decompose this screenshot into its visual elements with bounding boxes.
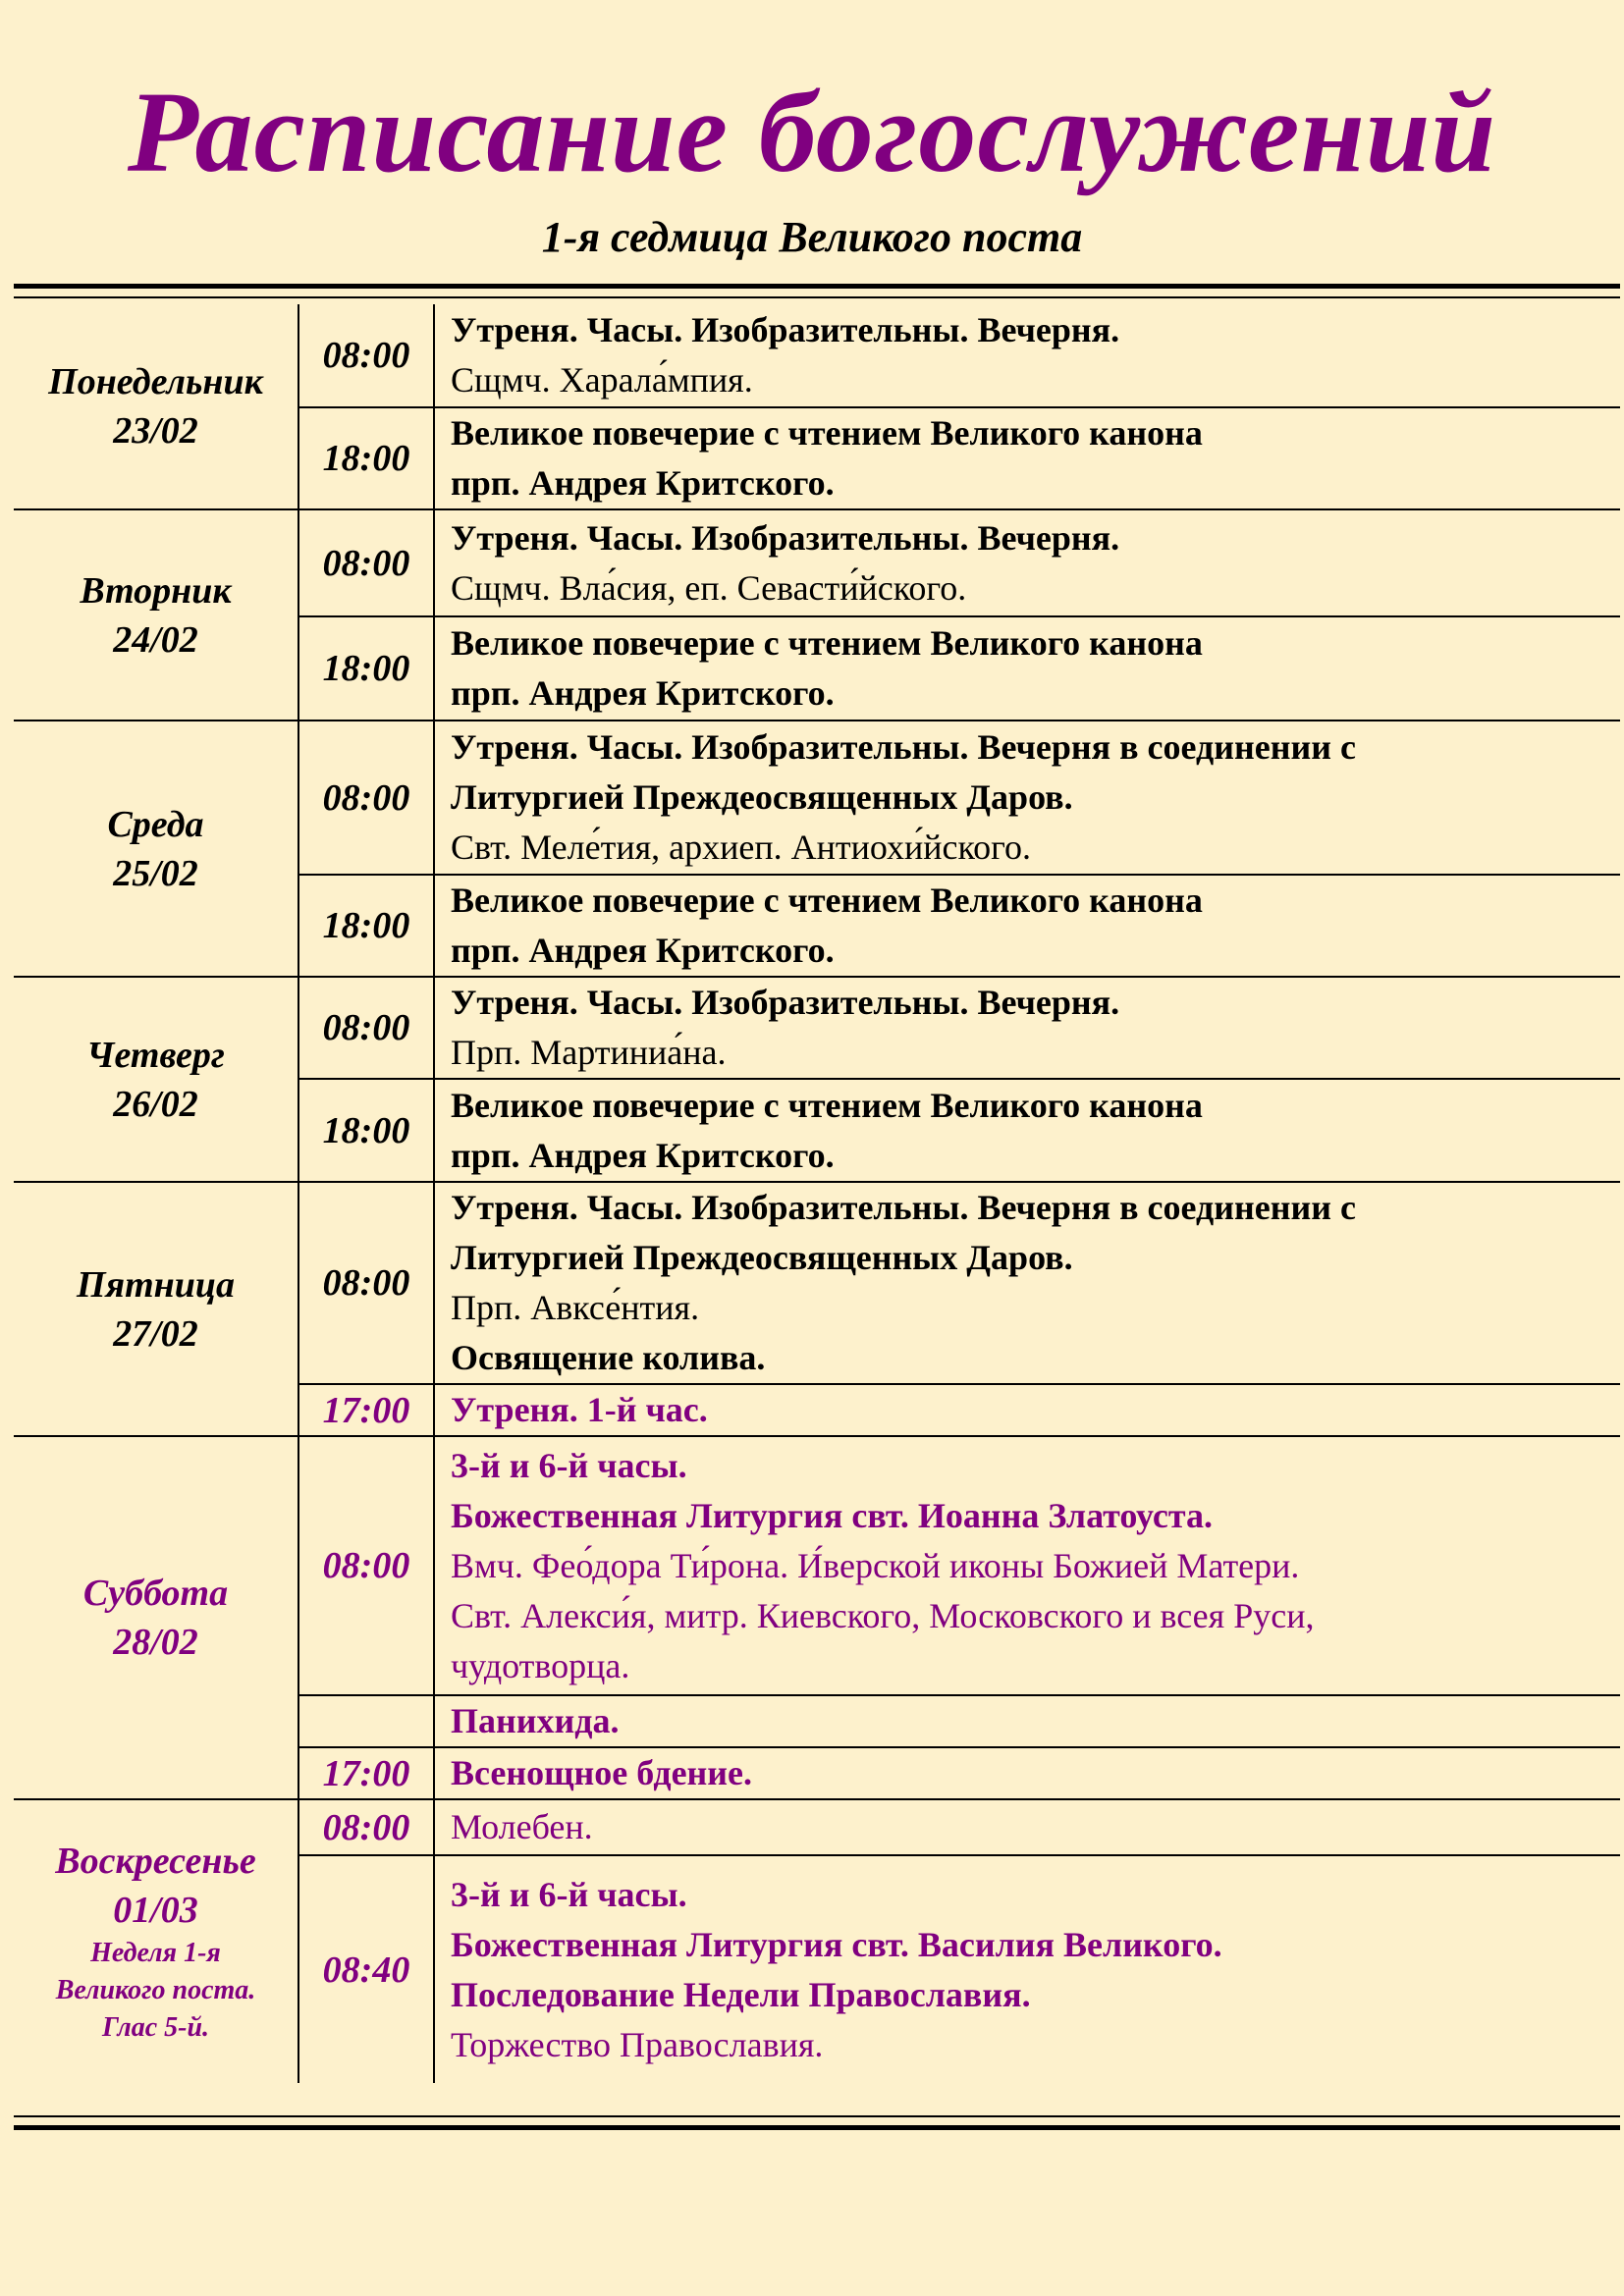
schedule-row	[14, 977, 1620, 1079]
commemoration-line: Вмч. Фео́дора Ти́рона. И́верской иконы Божией Матери.	[451, 1545, 1300, 1585]
service-time-value: 17:00	[322, 1389, 410, 1431]
service-title-line: Утреня. Часы. Изобразительны. Вечерня в соединении с	[451, 1188, 1356, 1227]
service-time-value: 17:00	[322, 1752, 410, 1794]
schedule-row	[14, 509, 1620, 616]
service-time	[298, 407, 434, 509]
commemoration-line: Свт. Алекси́я, митр. Киевского, Московского и всея Руси,	[451, 1595, 1315, 1635]
service-time	[298, 1855, 434, 2083]
commemoration-line: Сщмч. Вла́сия, еп. Севасти́йского.	[451, 567, 967, 608]
service-description	[434, 721, 1620, 875]
service-title-line: Утреня. Часы. Изобразительны. Вечерня в соединении с	[451, 727, 1356, 767]
service-time	[298, 1384, 434, 1436]
service-title-line: Освящение колива.	[451, 1338, 766, 1377]
day-name: Пятница	[76, 1263, 236, 1306]
page-subtitle: 1-я седмица Великого поста	[541, 213, 1083, 261]
schedule-row	[14, 1182, 1620, 1384]
service-title-line: Великое повечерие с чтением Великого канона	[451, 623, 1203, 663]
day-cell	[14, 1182, 298, 1436]
service-title-line: Великое повечерие с чтением Великого канона	[451, 881, 1203, 920]
service-title-line: Утреня. Часы. Изобразительны. Вечерня.	[451, 310, 1120, 349]
top-rule-thin	[14, 296, 1620, 298]
schedule-row	[14, 1436, 1620, 1695]
service-time-value: 08:00	[322, 542, 410, 584]
service-description	[434, 1799, 1620, 1855]
day-date: 28/02	[113, 1622, 198, 1663]
day-cell	[14, 721, 298, 977]
bottom-rule-thick	[14, 2125, 1620, 2130]
service-time	[298, 1436, 434, 1695]
bottom-rule-thin	[14, 2115, 1620, 2117]
service-description	[434, 1695, 1620, 1747]
service-title-line: прп. Андрея Критского.	[451, 931, 835, 970]
day-name: Понедельник	[48, 361, 263, 402]
day-name: Суббота	[82, 1573, 229, 1614]
service-description	[434, 1182, 1620, 1384]
schedule-row	[14, 721, 1620, 875]
service-description	[434, 875, 1620, 977]
day-date: 24/02	[113, 618, 198, 661]
service-time	[298, 304, 434, 407]
service-title-line: Утреня. Часы. Изобразительны. Вечерня.	[451, 517, 1120, 558]
service-title-line: 3-й и 6-й часы.	[451, 1874, 687, 1914]
service-title-line: Великое повечерие с чтением Великого канона	[451, 413, 1203, 453]
service-description	[434, 1855, 1620, 2083]
day-date: 23/02	[113, 410, 198, 452]
commemoration-line: Сщмч. Харала́мпия.	[451, 360, 753, 400]
service-time-value: 08:00	[322, 776, 410, 819]
service-title-line: Литургией Преждеосвященных Даров.	[451, 1238, 1073, 1277]
day-date: 27/02	[113, 1312, 198, 1355]
service-time-value: 18:00	[322, 1109, 410, 1151]
schedule-table	[14, 304, 1620, 2083]
service-time	[298, 721, 434, 875]
service-title-line: 3-й и 6-й часы.	[451, 1445, 687, 1485]
service-time-value: 08:00	[322, 1545, 410, 1586]
service-description	[434, 1384, 1620, 1436]
service-time-value: 08:00	[322, 1806, 410, 1848]
service-time-value: 08:40	[322, 1949, 410, 1991]
day-note: Неделя 1-я	[90, 1938, 221, 1968]
service-time	[298, 1747, 434, 1799]
service-time-value: 08:00	[322, 1262, 410, 1304]
service-description	[434, 509, 1620, 616]
day-name: Среда	[107, 803, 204, 845]
service-time-value: 18:00	[322, 905, 410, 946]
service-description	[434, 304, 1620, 407]
day-note: Глас 5-й.	[101, 2012, 210, 2043]
service-description	[434, 1436, 1620, 1695]
top-rule-thick	[14, 284, 1620, 289]
service-description	[434, 977, 1620, 1079]
service-title-line: Всенощное бдение.	[451, 1753, 753, 1792]
service-description	[434, 407, 1620, 509]
day-cell	[14, 1436, 298, 1799]
commemoration-line: Прп. Авксе́нтия.	[451, 1288, 700, 1327]
service-title-line: Божественная Литургия свт. Василия Великого.	[451, 1924, 1222, 1964]
service-title-line: Великое повечерие с чтением Великого канона	[451, 1085, 1203, 1125]
service-description	[434, 616, 1620, 721]
schedule-row	[14, 1799, 1620, 1855]
day-cell	[14, 977, 298, 1182]
service-title-line: прп. Андрея Критского.	[451, 673, 835, 713]
service-title-line: Утреня. Часы. Изобразительны. Вечерня.	[451, 983, 1120, 1022]
service-time	[298, 875, 434, 977]
day-cell	[14, 1799, 298, 2083]
commemoration-line: Прп. Мартиниа́на.	[451, 1033, 727, 1072]
service-time	[298, 1695, 434, 1747]
commemoration-line: Торжество Православия.	[451, 2024, 824, 2064]
service-description	[434, 1079, 1620, 1182]
service-title-line: прп. Андрея Критского.	[451, 463, 835, 503]
commemoration-line: Свт. Меле́тия, архиеп. Антиохи́йского.	[451, 828, 1032, 867]
day-note: Великого поста.	[55, 1975, 256, 2005]
service-time-value: 18:00	[322, 648, 410, 689]
schedule-row	[14, 304, 1620, 407]
service-time	[298, 616, 434, 721]
day-date: 26/02	[113, 1083, 198, 1125]
commemoration-line: чудотворца.	[451, 1645, 630, 1685]
service-time	[298, 1182, 434, 1384]
service-title-line: Божественная Литургия свт. Иоанна Златоуста.	[451, 1495, 1213, 1535]
page-title: Расписание богослужений	[127, 68, 1497, 196]
service-title-line: Утреня. 1-й час.	[451, 1390, 708, 1429]
service-time-value: 08:00	[322, 335, 410, 376]
service-title-line: Последование Недели Православия.	[451, 1974, 1031, 2014]
service-time	[298, 509, 434, 616]
day-cell	[14, 304, 298, 509]
service-time	[298, 1079, 434, 1182]
service-title-line: Литургией Преждеосвященных Даров.	[451, 777, 1073, 817]
service-time-value: 18:00	[322, 438, 410, 479]
service-time-value: 08:00	[322, 1007, 410, 1048]
day-name: Воскресенье	[55, 1841, 256, 1882]
day-name: Четверг	[86, 1034, 225, 1076]
service-time	[298, 1799, 434, 1855]
day-date: 01/03	[113, 1890, 198, 1931]
service-time	[298, 977, 434, 1079]
day-name: Вторник	[80, 569, 232, 612]
service-title-line: Панихида.	[451, 1701, 620, 1740]
day-cell	[14, 509, 298, 721]
commemoration-line: Молебен.	[451, 1807, 593, 1846]
service-description	[434, 1747, 1620, 1799]
day-date: 25/02	[113, 852, 198, 894]
service-title-line: прп. Андрея Критского.	[451, 1135, 835, 1175]
